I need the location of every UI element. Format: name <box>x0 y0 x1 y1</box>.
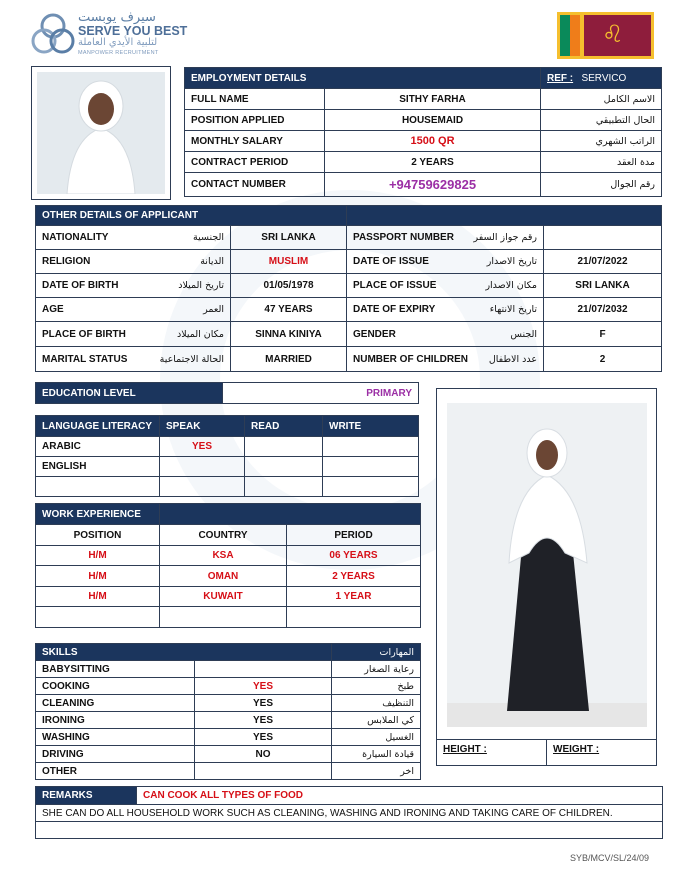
number-of-children-value: 2 <box>544 347 662 372</box>
table-row <box>36 566 421 587</box>
place-of-birth-arabic: مكان الميلاد <box>176 328 224 340</box>
date-of-birth-arabic: تاريخ الميلاد <box>178 280 224 291</box>
applicant-photo-full <box>436 388 657 766</box>
full-name-value: SITHY FARHA <box>325 89 541 110</box>
other-details-table <box>35 205 662 372</box>
position-applied-label: POSITION APPLIED <box>185 110 325 131</box>
table-row <box>36 763 421 780</box>
work-experience-title-right <box>160 504 421 525</box>
skill-name: OTHER <box>36 763 195 780</box>
work-country: KUWAIT <box>160 587 287 607</box>
number-of-children-label: NUMBER OF CHILDREN <box>353 353 469 365</box>
skill-arabic: اخر <box>332 763 421 780</box>
remarks-table <box>35 786 663 839</box>
skill-name: CLEANING <box>36 695 195 712</box>
country-header: COUNTRY <box>160 525 287 546</box>
skill-arabic: رعاية الصغار <box>332 661 421 678</box>
skills-table <box>35 643 421 780</box>
religion-value: MUSLIM <box>231 250 347 274</box>
nationality-label: NATIONALITY <box>42 232 109 243</box>
work-period: 1 YEAR <box>287 587 421 607</box>
work-position: H/M <box>36 546 160 566</box>
sri-lanka-flag-icon: ♌ <box>557 12 654 59</box>
education-level-value: PRIMARY <box>223 383 419 404</box>
skill-arabic: كي الملابس <box>332 712 421 729</box>
table-row <box>36 457 419 477</box>
work-country: OMAN <box>160 566 287 587</box>
read-value <box>245 457 323 477</box>
passport-number-value <box>544 226 662 250</box>
height-label: HEIGHT : <box>443 744 487 755</box>
employment-details-table <box>184 67 662 197</box>
remarks-headline: CAN COOK ALL TYPES OF FOOD <box>137 787 663 805</box>
position-applied-arabic: الحال التطبيقي <box>541 110 662 131</box>
table-row <box>36 587 421 607</box>
age-label: AGE <box>42 304 64 315</box>
table-row <box>36 437 419 457</box>
place-of-issue-value: SRI LANKA <box>544 274 662 298</box>
read-value <box>245 477 323 497</box>
place-of-birth-label: PLACE OF BIRTH <box>42 328 126 340</box>
table-row <box>36 712 421 729</box>
place-of-birth-value: SINNA KINIYA <box>231 322 347 347</box>
date-of-issue-arabic: تاريخ الاصدار <box>486 256 538 267</box>
work-country: KSA <box>160 546 287 566</box>
remarks-text: SHE CAN DO ALL HOUSEHOLD WORK SUCH AS CLEANING, WASHING AND IRONING AND TAKING CARE OF CHILDREN. <box>36 805 663 822</box>
work-country <box>160 607 287 628</box>
gender-label: GENDER <box>353 328 396 340</box>
date-of-birth-label: DATE OF BIRTH <box>42 280 119 291</box>
contact-number-label: CONTACT NUMBER <box>185 173 325 197</box>
skill-name: BABYSITTING <box>36 661 195 678</box>
work-period: 2 YEARS <box>287 566 421 587</box>
work-experience-title: WORK EXPERIENCE <box>36 504 160 525</box>
write-header: WRITE <box>323 416 419 437</box>
weight-field <box>547 740 656 765</box>
company-logo <box>30 10 220 60</box>
monthly-salary-label: MONTHLY SALARY <box>185 131 325 152</box>
logo-title: SERVE YOU BEST <box>78 24 188 38</box>
contract-period-arabic: مدة العقد <box>541 152 662 173</box>
date-of-issue-label: DATE OF ISSUE <box>353 256 429 267</box>
gender-value: F <box>544 322 662 347</box>
religion-label: RELIGION <box>42 256 91 267</box>
skills-title: SKILLS <box>36 644 332 661</box>
skill-value <box>195 661 332 678</box>
skill-value: YES <box>195 678 332 695</box>
number-of-children-arabic: عدد الاطفال <box>488 353 538 365</box>
passport-number-arabic: رقم جواز السفر <box>473 232 538 243</box>
logo-rings-icon <box>30 12 76 58</box>
skill-name: IRONING <box>36 712 195 729</box>
position-header: POSITION <box>36 525 160 546</box>
language-name: ENGLISH <box>36 457 160 477</box>
place-of-issue-arabic: مكان الاصدار <box>485 280 538 291</box>
remarks-label: REMARKS <box>36 787 137 805</box>
table-row <box>36 729 421 746</box>
work-position: H/M <box>36 587 160 607</box>
skill-value <box>195 763 332 780</box>
write-value <box>323 477 419 497</box>
work-position: H/M <box>36 566 160 587</box>
skill-name: DRIVING <box>36 746 195 763</box>
read-value <box>245 437 323 457</box>
skill-arabic: طبخ <box>332 678 421 695</box>
read-header: READ <box>245 416 323 437</box>
date-of-birth-value: 01/05/1978 <box>231 274 347 298</box>
document-code: SYB/MCV/SL/24/09 <box>569 853 649 863</box>
applicant-photo-small <box>31 66 171 200</box>
write-value <box>323 457 419 477</box>
marital-status-label: MARITAL STATUS <box>42 353 128 365</box>
skill-value: YES <box>195 712 332 729</box>
write-value <box>323 437 419 457</box>
logo-arabic-sub: لتلبية الأيدي العاملة <box>78 37 158 48</box>
language-header: LANGUAGE LITERACY <box>36 416 160 437</box>
table-row <box>36 678 421 695</box>
full-name-arabic: الاسم الكامل <box>541 89 662 110</box>
table-row <box>36 746 421 763</box>
education-table <box>35 382 419 404</box>
table-row <box>36 695 421 712</box>
skill-name: WASHING <box>36 729 195 746</box>
religion-arabic: الديانة <box>200 256 224 267</box>
gender-arabic: الجنس <box>510 328 538 340</box>
remarks-blank-line <box>36 822 663 839</box>
skills-title-arabic: المهارات <box>332 644 421 661</box>
language-name: ARABIC <box>36 437 160 457</box>
logo-arabic: سيرف يوبست <box>78 10 156 25</box>
speak-value <box>160 457 245 477</box>
age-value: 47 YEARS <box>231 298 347 322</box>
date-of-expiry-value: 21/07/2032 <box>544 298 662 322</box>
position-applied-value: HOUSEMAID <box>325 110 541 131</box>
table-row <box>36 607 421 628</box>
place-of-issue-label: PLACE OF ISSUE <box>353 280 437 291</box>
work-period: 06 YEARS <box>287 546 421 566</box>
full-name-label: FULL NAME <box>185 89 325 110</box>
work-position <box>36 607 160 628</box>
language-name <box>36 477 160 497</box>
age-arabic: العمر <box>203 304 224 315</box>
speak-value <box>160 477 245 497</box>
marital-status-value: MARRIED <box>231 347 347 372</box>
nationality-value: SRI LANKA <box>231 226 347 250</box>
skill-arabic: التنظيف <box>332 695 421 712</box>
skill-arabic: قيادة السيارة <box>332 746 421 763</box>
speak-value: YES <box>160 437 245 457</box>
contact-number-value: +94759629825 <box>325 173 541 197</box>
date-of-expiry-arabic: تاريخ الانتهاء <box>489 304 538 315</box>
contact-number-arabic: رقم الجوال <box>541 173 662 197</box>
passport-number-label: PASSPORT NUMBER <box>353 232 454 243</box>
skill-value: YES <box>195 695 332 712</box>
skill-value: YES <box>195 729 332 746</box>
education-level-label: EDUCATION LEVEL <box>36 383 223 404</box>
skill-arabic: الغسيل <box>332 729 421 746</box>
table-row <box>36 546 421 566</box>
other-details-title-right <box>347 206 662 226</box>
date-of-issue-value: 21/07/2022 <box>544 250 662 274</box>
logo-subtitle: MANPOWER RECRUITMENT <box>78 50 159 56</box>
contract-period-value: 2 YEARS <box>325 152 541 173</box>
height-field <box>437 740 547 765</box>
monthly-salary-arabic: الراتب الشهري <box>541 131 662 152</box>
monthly-salary-value: 1500 QR <box>325 131 541 152</box>
work-period <box>287 607 421 628</box>
weight-label: WEIGHT : <box>553 744 600 755</box>
date-of-expiry-label: DATE OF EXPIRY <box>353 304 436 315</box>
work-experience-table <box>35 503 421 628</box>
marital-status-arabic: الحالة الاجتماعية <box>159 353 224 365</box>
contract-period-label: CONTRACT PERIOD <box>185 152 325 173</box>
skill-name: COOKING <box>36 678 195 695</box>
nationality-arabic: الجنسية <box>193 232 224 243</box>
table-row <box>36 661 421 678</box>
ref-label: REF : <box>547 72 574 84</box>
speak-header: SPEAK <box>160 416 245 437</box>
language-table <box>35 415 419 497</box>
ref-value: SERVICO <box>581 72 627 84</box>
other-details-title: OTHER DETAILS OF APPLICANT <box>36 206 347 226</box>
table-row <box>36 477 419 497</box>
ref-cell <box>541 68 662 89</box>
skill-value: NO <box>195 746 332 763</box>
period-header: PERIOD <box>287 525 421 546</box>
employment-details-title: EMPLOYMENT DETAILS <box>185 68 541 89</box>
